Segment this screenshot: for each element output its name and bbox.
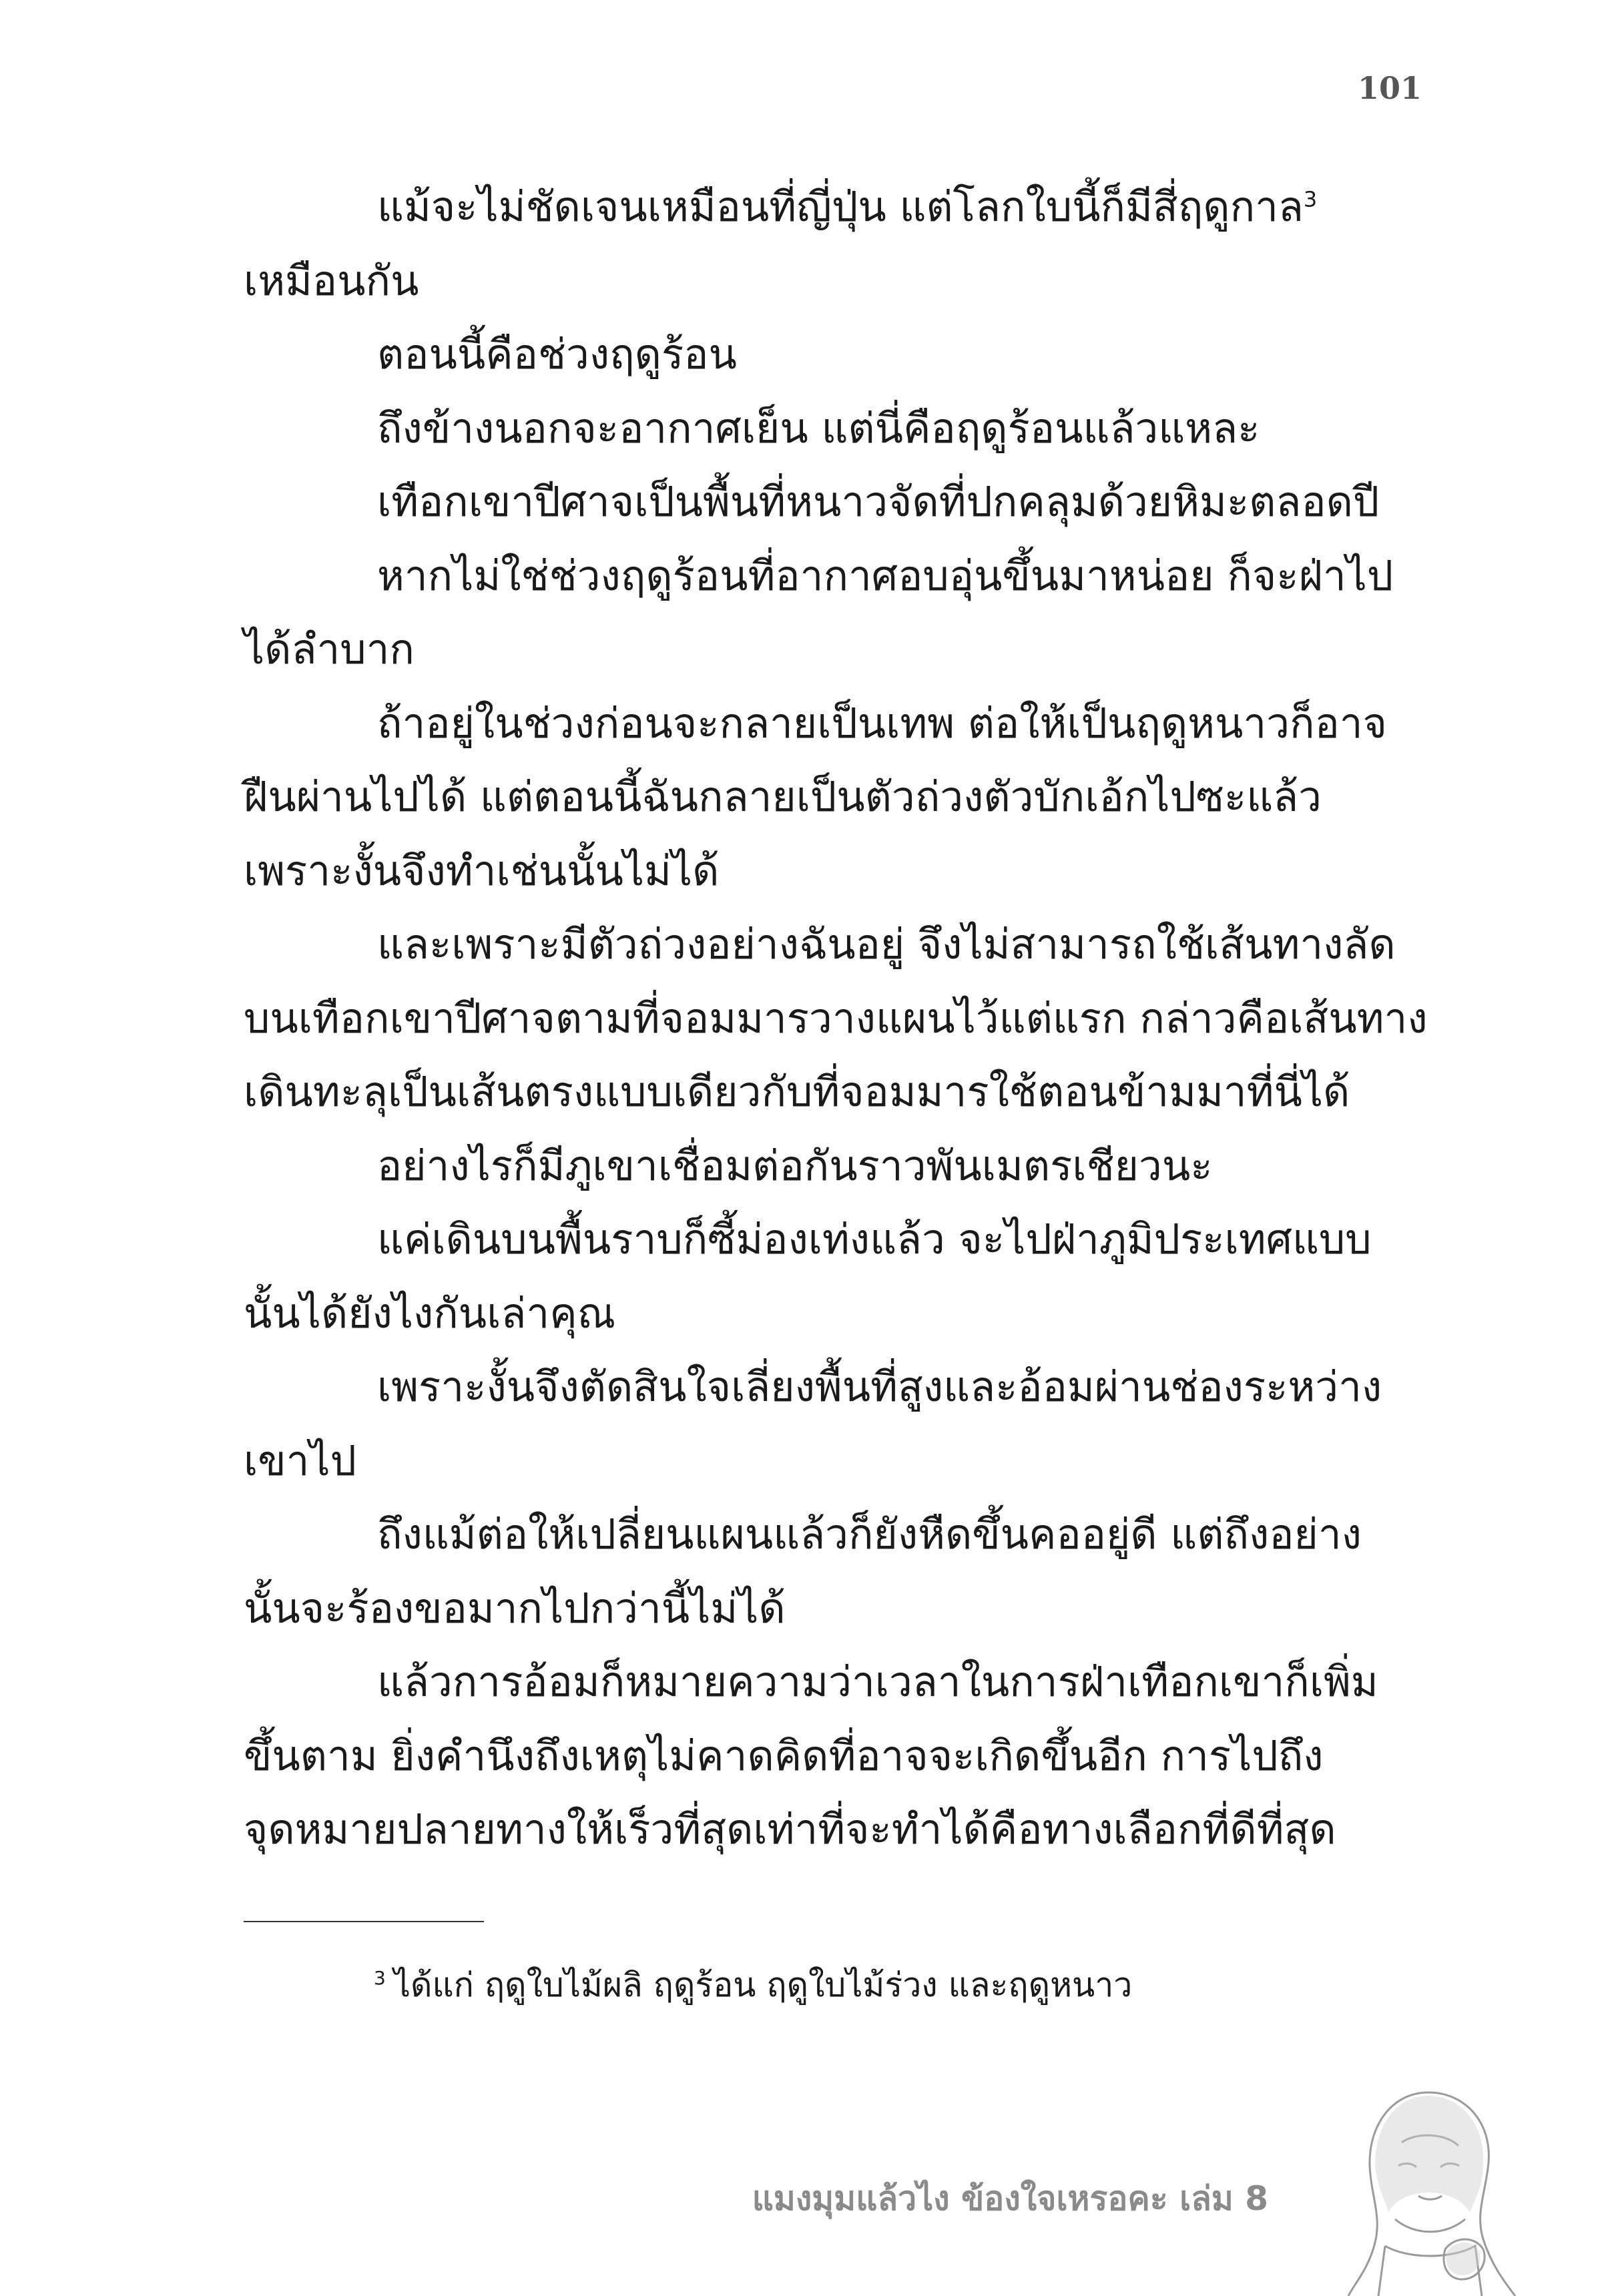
paragraph-3-line-1: ถึงข้างนอกจะอากาศเย็น แต่นี่คือฤดูร้อนแล้วแหละ: [377, 403, 1260, 453]
paragraph-6-line-1: ถ้าอยู่ในช่วงก่อนจะกลายเป็นเทพ ต่อให้เป็นฤดูหนาวก็อาจ: [377, 698, 1387, 748]
paragraph-1-line-2: เหมือนกัน: [244, 256, 419, 305]
paragraph-7-line-2: บนเทือกเขาปีศาจตามที่จอมมารวางแผนไว้แต่แรก กล่าวคือเส้นทาง: [244, 993, 1428, 1043]
body-text: [244, 170, 1428, 1867]
footnote-divider: [244, 1921, 484, 1922]
paragraph-12-line-3: จุดหมายปลายทางให้เร็วที่สุดเท่าที่จะทำได้คือทางเลือกที่ดีที่สุด: [244, 1805, 1336, 1853]
paragraph-6-line-3: เพราะงั้นจึงทำเช่นนั้นไม่ได้: [244, 846, 720, 895]
paragraph-11-line-2: นั้นจะร้องขอมากไปกว่านี้ไม่ได้: [244, 1583, 786, 1633]
paragraph-7-line-1: และเพราะมีตัวถ่วงอย่างฉันอยู่ จึงไม่สามารถใช้เส้นทางลัด: [377, 920, 1396, 968]
footnote-reference-marker: 3: [1303, 186, 1318, 212]
paragraph-9-line-2: นั้นได้ยังไงกันเล่าคุณ: [244, 1288, 616, 1338]
footnote: [374, 1959, 1132, 2012]
paragraph-10-line-1: เพราะงั้นจึงตัดสินใจเลี่ยงพื้นที่สูงและอ้อมผ่านช่องระหว่าง: [377, 1362, 1382, 1411]
paragraph-6-line-2: ฝืนผ่านไปได้ แต่ตอนนี้ฉันกลายเป็นตัวถ่วงตัวบักเอ้กไปซะแล้ว: [244, 772, 1322, 821]
footnote-marker: 3: [374, 1967, 386, 1990]
paragraph-11-line-1: ถึงแม้ต่อให้เปลี่ยนแผนแล้วก็ยังหืดขึ้นคออยู่ดี แต่ถึงอย่าง: [377, 1510, 1362, 1558]
paragraph-12-line-1: แล้วการอ้อมก็หมายความว่าเวลาในการฝ่าเทือกเขาก็เพิ่ม: [377, 1657, 1378, 1706]
paragraph-10-line-2: เขาไป: [244, 1436, 356, 1485]
running-footer-book-title: แมงมุมแล้วไง ข้องใจเหรอคะ เล่ม 8: [752, 2179, 1268, 2218]
paragraph-8-line-1: อย่างไรก็มีภูเขาเชื่อมต่อกันราวพันเมตรเชียวนะ: [377, 1141, 1213, 1190]
character-illustration: [1328, 2079, 1529, 2296]
paragraph-9-line-1: แค่เดินบนพื้นราบก็ซี้ม่องเท่งแล้ว จะไปฝ่าภูมิประเทศแบบ: [377, 1215, 1372, 1263]
footnote-text: ได้แก่ ฤดูใบไม้ผลิ ฤดูร้อน ฤดูใบไม้ร่วง และฤดูหนาว: [393, 1966, 1133, 2004]
paragraph-5-line-2: ได้ลำบาก: [244, 625, 415, 673]
paragraph-2-line-1: ตอนนี้คือช่วงฤดูร้อน: [377, 330, 737, 378]
paragraph-4-line-1: เทือกเขาปีศาจเป็นพื้นที่หนาวจัดที่ปกคลุมด้วยหิมะตลอดปี: [377, 477, 1380, 526]
paragraph-5-line-1: หากไม่ใช่ช่วงฤดูร้อนที่อากาศอบอุ่นขึ้นมาหน่อย ก็จะฝ่าไป: [377, 551, 1394, 600]
paragraph-12-line-2: ขึ้นตาม ยิ่งคำนึงถึงเหตุไม่คาดคิดที่อาจจะเกิดขึ้นอีก การไปถึง: [244, 1731, 1324, 1780]
paragraph-1-line-1: แม้จะไม่ชัดเจนเหมือนที่ญี่ปุ่น แต่โลกใบนี้ก็มีสี่ฤดูกาล$^3$: [377, 182, 1318, 231]
page-number: 101: [1357, 70, 1422, 106]
paragraph-7-line-3: เดินทะลุเป็นเส้นตรงแบบเดียวกับที่จอมมารใช้ตอนข้ามมาที่นี่ได้: [244, 1067, 1350, 1116]
